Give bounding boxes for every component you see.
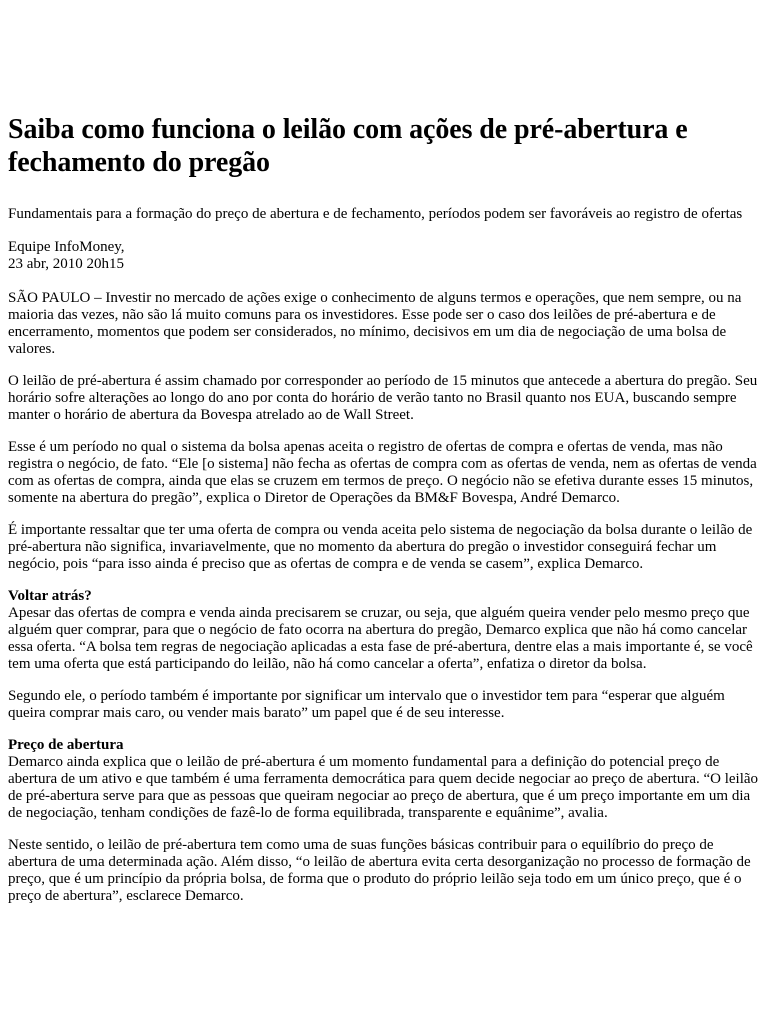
paragraph-text: O leilão de pré-abertura é assim chamado por corresponder ao período de 15 minutos que antecede a abertura do pregão. Seu horário sofre alterações ao longo do ano por conta do horário de verão tanto no Brasil quanto nos EUA, buscando sempre manter o horário de abertura da Bovespa atrelado ao de Wall Street.: [8, 373, 758, 423]
paragraph: [8, 373, 760, 424]
paragraph-text: Esse é um período no qual o sistema da bolsa apenas aceita o registro de ofertas de compra e ofertas de venda, mas não registra o negócio, de fato. “Ele [o sistema] não fecha as ofertas de compra com as ofertas de venda, nem as ofertas de venda com as ofertas de compra, ainda que elas se cruzem em termos de preço. O negócio não se efetiva durante esses 15 minutos, somente na abertura do pregão”, explica o Diretor de Operações da BM&F Bovespa, André Demarco.: [8, 439, 757, 506]
paragraph-text: É importante ressaltar que ter uma oferta de compra ou venda aceita pelo sistema de negociação da bolsa durante o leilão de pré-abertura não significa, invariavelmente, que no momento da abertura do pregão o investidor conseguirá fechar um negócio, pois “para isso ainda é preciso que as ofertas de compra e de venda se casem”, explica Demarco.: [8, 522, 753, 572]
paragraph: [8, 737, 760, 822]
paragraph: [8, 837, 760, 905]
paragraph: [8, 439, 760, 507]
article-byline: [8, 239, 760, 273]
author-name: Equipe InfoMoney,: [8, 239, 125, 255]
article-headline: Saiba como funciona o leilão com ações de pré-abertura e fechamento do pregão: [8, 114, 688, 178]
paragraph-text: Apesar das ofertas de compra e venda ainda precisarem se cruzar, ou seja, que alguém queira vender pelo mesmo preço que alguém quer comprar, para que o negócio de fato ocorra na abertura do pregão, Demarco explica que não há como cancelar essa oferta. “A bolsa tem regras de negociação aplicadas a esta fase de pré-abertura, dentre elas a mais importante é, se você tem uma oferta que está participando do leilão, não há como cancelar a oferta”, enfatiza o diretor da bolsa.: [8, 605, 753, 672]
section-heading: Preço de abertura: [8, 737, 124, 753]
paragraph: [8, 588, 760, 673]
paragraph-text: Neste sentido, o leilão de pré-abertura tem como uma de suas funções básicas contribuir para o equilíbrio do preço de abertura de uma determinada ação. Além disso, “o leilão de abertura evita certa desorganização no processo de formação de preço, que é um princípio da própria bolsa, de forma que o produto do próprio leilão seja todo em um único preço, que é o preço de abertura”, esclarece Demarco.: [8, 837, 751, 904]
article-subtitle: Fundamentais para a formação do preço de abertura e de fechamento, períodos podem ser favoráveis ao registro de ofertas: [8, 206, 743, 222]
publish-date: 23 abr, 2010 20h15: [8, 256, 125, 272]
paragraph-text: SÃO PAULO – Investir no mercado de ações exige o conhecimento de alguns termos e operações, que nem sempre, ou na maioria das vezes, não são lá muito comuns para os investidores. Esse pode ser o caso dos leilões de pré-abertura e de encerramento, momentos que podem ser considerados, no mínimo, decisivos em um dia de negociação de uma bolsa de valores.: [8, 290, 742, 357]
article: [8, 113, 760, 920]
paragraph: [8, 688, 760, 722]
paragraph: [8, 290, 760, 358]
section-heading: Voltar atrás?: [8, 588, 92, 604]
paragraph: [8, 522, 760, 573]
paragraph-text: Demarco ainda explica que o leilão de pré-abertura é um momento fundamental para a definição do potencial preço de abertura de um ativo e que também é uma ferramenta democrática para quem decide negociar ao preço de abertura. “O leilão de pré-abertura serve para que as pessoas que queiram negociar ao preço de abertura, que é um preço importante em um dia de negociação, tenham condições de fazê-lo de forma equilibrada, transparente e equânime”, avalia.: [8, 754, 759, 821]
paragraph-text: Segundo ele, o período também é importante por significar um intervalo que o investidor tem para “esperar que alguém queira comprar mais caro, ou vender mais barato” um papel que é de seu interesse.: [8, 688, 725, 721]
